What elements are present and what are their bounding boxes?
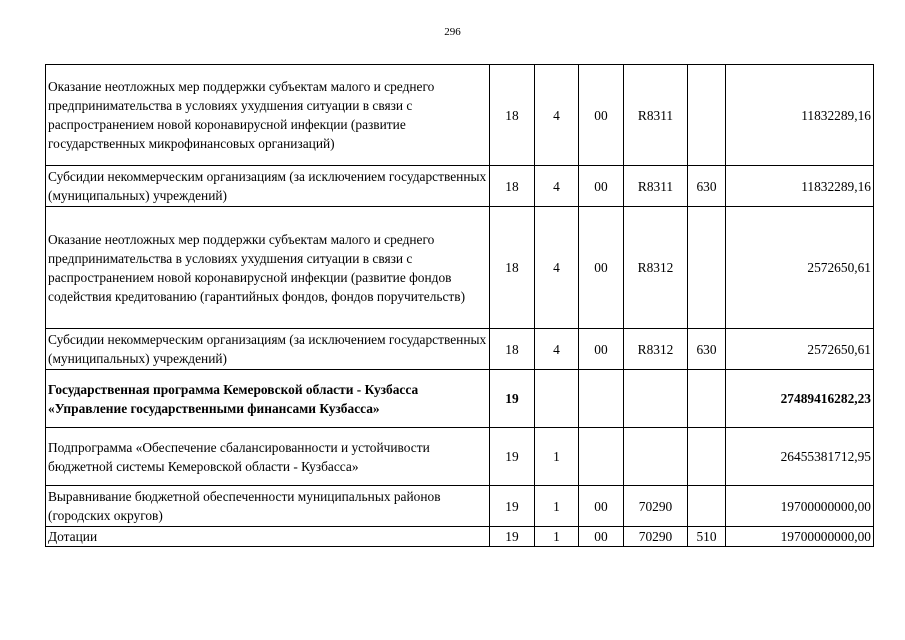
main-activity-code: 00 [579,486,624,527]
expense-type-code [688,65,726,166]
subprogram-code: 4 [535,166,579,207]
item-name: Дотации [46,527,490,547]
amount: 19700000000,00 [726,486,874,527]
subprogram-code: 1 [535,527,579,547]
table-row [46,166,874,207]
expense-direction-code: R8312 [624,329,688,370]
expense-type-code: 510 [688,527,726,547]
expense-type-code [688,370,726,428]
expense-type-code: 630 [688,329,726,370]
expense-type-code [688,486,726,527]
expense-type-code: 630 [688,166,726,207]
program-code: 19 [490,428,535,486]
main-activity-code: 00 [579,207,624,329]
expense-direction-code: 70290 [624,486,688,527]
item-name: Оказание неотложных мер поддержки субъектам малого и среднего предпринимательства в условиях ухудшения ситуации в связи с распространением новой коронавирусной инфекции (развитие государственных микрофинансовых организаций) [46,65,490,166]
subprogram-code: 1 [535,428,579,486]
table-row [46,428,874,486]
subprogram-code: 4 [535,329,579,370]
program-code: 18 [490,65,535,166]
expense-direction-code: R8311 [624,65,688,166]
subprogram-code: 1 [535,486,579,527]
subprogram-code: 4 [535,207,579,329]
amount: 19700000000,00 [726,527,874,547]
amount: 2572650,61 [726,207,874,329]
expense-direction-code: 70290 [624,527,688,547]
amount: 2572650,61 [726,329,874,370]
program-code: 19 [490,370,535,428]
page-number: 296 [444,26,461,38]
main-activity-code: 00 [579,527,624,547]
main-activity-code: 00 [579,166,624,207]
table-row [46,329,874,370]
expense-direction-code: R8312 [624,207,688,329]
expense-direction-code: R8311 [624,166,688,207]
item-name: Субсидии некоммерческим организациям (за исключением государственных (муниципальных) учреждений) [46,166,490,207]
subprogram-code [535,370,579,428]
item-name: Оказание неотложных мер поддержки субъектам малого и среднего предпринимательства в условиях ухудшения ситуации в связи с распространением новой коронавирусной инфекции (развитие фондов содействия кредитованию (гарантийных фондов, фондов поручительств) [46,207,490,329]
table-row [46,65,874,166]
budget-table [45,64,874,547]
program-code: 18 [490,329,535,370]
expense-type-code [688,207,726,329]
table-row [46,370,874,428]
item-name: Государственная программа Кемеровской области - Кузбасса «Управление государственными финансами Кузбасса» [46,370,490,428]
expense-direction-code [624,370,688,428]
amount: 11832289,16 [726,65,874,166]
program-code: 18 [490,207,535,329]
item-name: Подпрограмма «Обеспечение сбалансированности и устойчивости бюджетной системы Кемеровской области - Кузбасса» [46,428,490,486]
main-activity-code: 00 [579,329,624,370]
amount: 27489416282,23 [726,370,874,428]
program-code: 18 [490,166,535,207]
table-row [46,486,874,527]
main-activity-code [579,370,624,428]
program-code: 19 [490,527,535,547]
amount: 11832289,16 [726,166,874,207]
subprogram-code: 4 [535,65,579,166]
program-code: 19 [490,486,535,527]
table-row [46,527,874,547]
item-name: Выравнивание бюджетной обеспеченности муниципальных районов (городских округов) [46,486,490,527]
main-activity-code [579,428,624,486]
expense-direction-code [624,428,688,486]
amount: 26455381712,95 [726,428,874,486]
item-name: Субсидии некоммерческим организациям (за исключением государственных (муниципальных) учреждений) [46,329,490,370]
table-row [46,207,874,329]
expense-type-code [688,428,726,486]
main-activity-code: 00 [579,65,624,166]
